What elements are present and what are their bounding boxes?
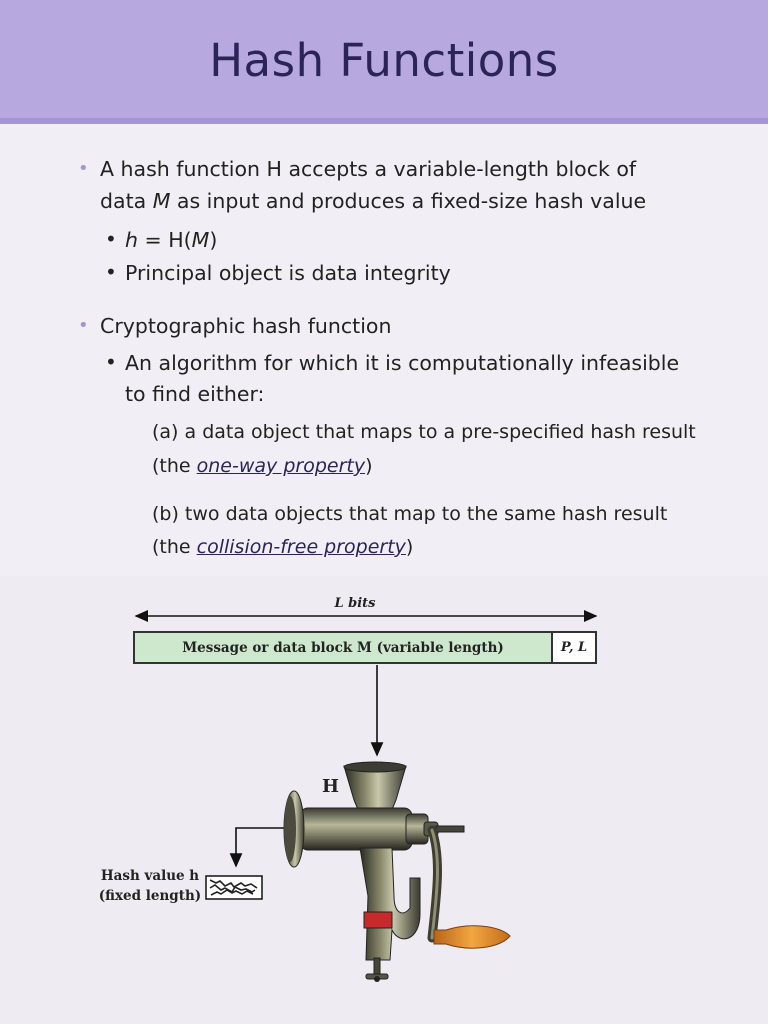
bullet-dot-icon: •: [105, 260, 117, 284]
property-a-line1: (a) a data object that maps to a pre-specified hash result: [152, 421, 696, 443]
property-b-line1: (b) two data objects that map to the same hash result: [152, 503, 668, 525]
bullet-hash-function: • A hash function H accepts a variable-length block of: [100, 153, 636, 185]
hash-value-block: [206, 876, 262, 899]
length-label: L bits: [334, 596, 376, 611]
hash-value-label: Hash value h (fixed length): [98, 868, 202, 904]
padding-length-block: P, L: [551, 631, 597, 664]
bullet-dot-icon: •: [78, 315, 89, 336]
property-b-line2: (the collision-free property): [152, 536, 414, 558]
sub-bullet-algorithm: • An algorithm for which it is computationally infeasible: [125, 347, 679, 379]
one-way-property-link[interactable]: one-way property: [196, 455, 366, 477]
property-a-line2: (the one-way property): [152, 455, 373, 477]
bullet-hash-function-line2: data M as input and produces a fixed-size hash value: [100, 189, 647, 213]
sub-bullet-formula: • h = H(M): [125, 224, 217, 256]
slide-title: Hash Functions: [209, 34, 559, 87]
message-block: Message or data block M (variable length): [133, 631, 553, 664]
sub-bullet-algorithm-line2: to find either:: [125, 382, 265, 406]
sub-bullet-integrity: • Principal object is data integrity: [125, 257, 451, 289]
output-arrow: [236, 828, 290, 866]
bullet-cryptographic: • Cryptographic hash function: [100, 310, 391, 342]
meat-grinder-icon: [284, 762, 510, 982]
bullet-dot-icon: •: [105, 350, 117, 374]
bullet-dot-icon: •: [105, 227, 117, 251]
collision-free-property-link[interactable]: collision-free property: [196, 536, 406, 558]
hash-function-label: H: [322, 776, 340, 797]
bullet-dot-icon: •: [78, 158, 89, 179]
